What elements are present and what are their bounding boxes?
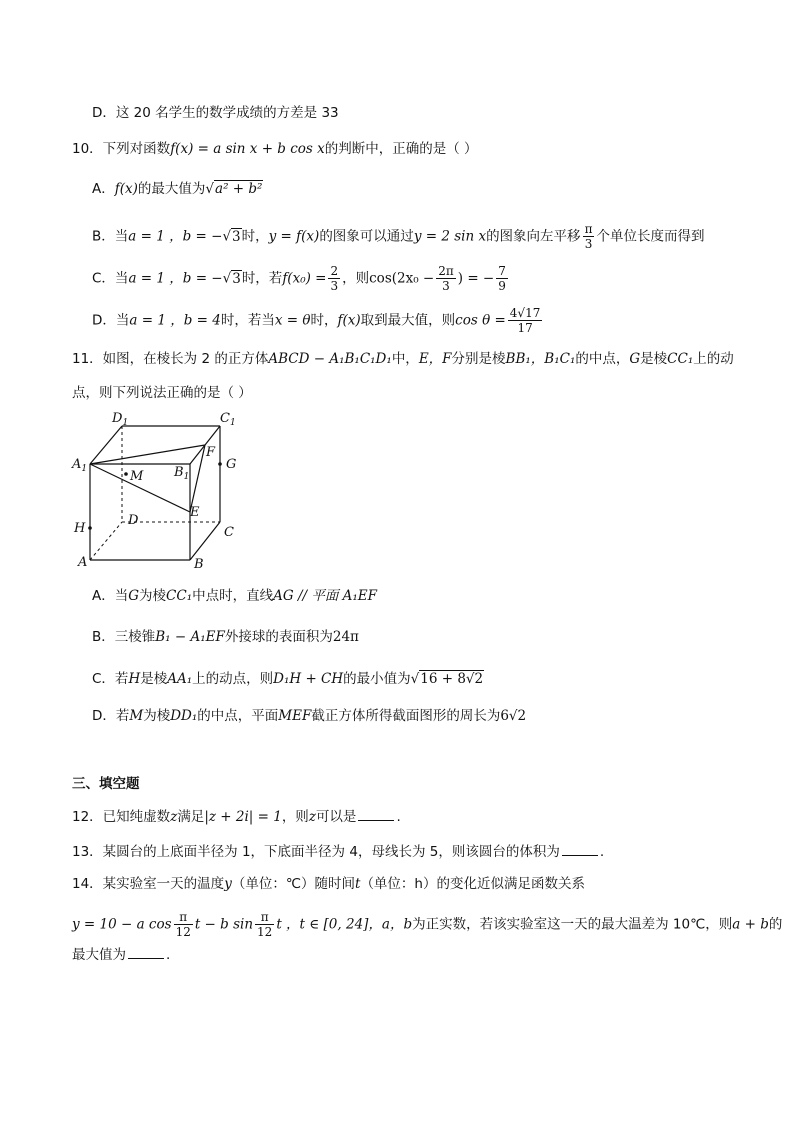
label-f: F: [206, 445, 216, 460]
q10-c-cos: cos(2x₀ −: [369, 270, 435, 287]
q10-d-x: x = θ: [274, 312, 311, 329]
q10-a-label: A．: [92, 181, 115, 197]
q14-y: y: [224, 876, 232, 892]
q14-l2rest: 为正实数，若该实验室这一天的最大温差为 10℃，则: [412, 916, 733, 933]
q12-answer-blank[interactable]: [358, 808, 394, 821]
q14-l2ab: ，a，b: [368, 916, 413, 933]
label-c: C: [224, 525, 234, 540]
q10-d-frac: $\frac{4√17}{17}$: [509, 306, 541, 335]
q11-a-c: 中点时，直线: [192, 588, 274, 604]
label-a: A: [78, 555, 88, 570]
q12-b: 满足: [177, 809, 205, 825]
q10-b-sqrt: √3: [222, 228, 241, 245]
q10-c-cond: a = 1 ，b = −: [128, 270, 223, 287]
q10-d-cos: cos θ =: [455, 312, 506, 329]
q12-z2: z: [308, 809, 316, 825]
q14-l3: 最大值为: [72, 947, 126, 963]
q10-option-b: [92, 222, 704, 251]
q11-bb: BB₁，B₁C₁: [505, 351, 576, 367]
q11-stem-line1: [72, 350, 734, 368]
label-g: G: [226, 457, 237, 472]
q14-l2sum: a + b: [732, 916, 769, 933]
q11-c-b: 是棱: [140, 671, 168, 687]
q12-e: .: [396, 809, 401, 825]
q10-c-pre: C．当: [92, 270, 129, 287]
cube-figure: [70, 408, 250, 573]
q14-t: t: [355, 876, 361, 892]
label-d1: $D_1$: [112, 411, 129, 428]
q10-stem-label: 10．下列对函数: [72, 141, 171, 157]
q14-l1: 14．某实验室一天的温度: [72, 876, 225, 892]
q11-c-a: C．若: [92, 671, 129, 687]
q13: [72, 843, 604, 861]
q10-b-func2: y = 2 sin x: [413, 228, 487, 245]
q10-c-frac1: $\frac{2}{3}$: [330, 264, 339, 293]
q12-c: ，则: [281, 809, 309, 825]
q10-stem-tail: 的判断中，正确的是（ ）: [324, 141, 478, 157]
q11-option-c: [92, 670, 484, 688]
q13-b: .: [599, 844, 605, 860]
q10-b-frac: $\frac{\pi}{3}$: [584, 222, 593, 251]
q11-d-dd: DD₁: [170, 708, 198, 724]
q14-frac2: $\frac{\pi}{12}$: [257, 910, 273, 939]
edge-a1d1: [90, 426, 122, 464]
q10-b-func: y = f(x): [268, 228, 320, 245]
q12-expr: |z + 2i| = 1: [204, 809, 282, 825]
q11-b-a: B．三棱锥: [92, 629, 156, 645]
point-h: [88, 526, 92, 530]
q11-cube-name: ABCD − A₁B₁C₁D₁: [268, 351, 392, 367]
q11-c-expr: D₁H + CH: [273, 671, 344, 687]
q14-l2t: t ，t ∈ [0, 24]: [276, 916, 369, 933]
q11-d-m: M: [129, 708, 144, 724]
q14-l2y: y = 10 − a cos: [72, 916, 172, 933]
q11-option-b: [92, 628, 359, 646]
q10-b-mid3: 的图象向左平移: [486, 228, 581, 245]
q11-c-d: 的最小值为: [343, 671, 411, 687]
q11-d-b: 为棱: [143, 708, 171, 724]
q11-stem-line2: 点，则下列说法正确的是（ ）: [72, 385, 252, 401]
q11-option-d: [92, 707, 526, 725]
label-b1: $B_1$: [174, 465, 190, 482]
q11-d-a: D．若: [92, 708, 130, 724]
q11-c-aa: AA₁: [167, 671, 193, 687]
q11-ef: E，F: [418, 351, 452, 367]
q10-c-frac2: $\frac{2\pi}{3}$: [438, 264, 454, 293]
q14-l1b: （单位：℃）随时间: [231, 876, 355, 892]
q14-answer-blank[interactable]: [128, 946, 164, 959]
q10-b-cond: a = 1 ，b = −: [128, 228, 223, 245]
q10-c-frac3: $\frac{7}{9}$: [498, 264, 506, 293]
q10-option-c: [92, 264, 510, 293]
q10-a-sqrt: √a² + b²: [205, 181, 263, 197]
q14-l1c: （单位：h）的变化近似满足函数关系: [360, 876, 585, 892]
line-a1f: [90, 445, 205, 464]
q10-d-mid3: 取到最大值，则: [360, 312, 456, 329]
q12: [72, 808, 401, 826]
q11-g: G: [629, 351, 641, 367]
q11-s1a: 11．如图，在棱长为 2 的正方体: [72, 351, 269, 367]
q14-l2end: 的: [768, 916, 783, 933]
q10-d-mid: 时，若当: [220, 312, 275, 329]
q11-b-pyr: B₁ − A₁EF: [155, 629, 225, 645]
label-c1: $C_1$: [220, 411, 236, 428]
q10-b-mid2: 的图象可以通过: [319, 228, 414, 245]
q10-c-mid2: ，则: [342, 270, 370, 287]
section-fill-blank-title: 三、填空题: [72, 776, 140, 792]
q11-a-ag: AG // 平面 A₁EF: [273, 588, 378, 604]
q10-d-cond: a = 1 ，b = 4: [129, 312, 221, 329]
q10-c-mid: 时，若: [241, 270, 283, 287]
q11-a-b: 为棱: [139, 588, 167, 604]
q11-d-mef: MEF: [278, 708, 312, 724]
q11-b-b: 外接球的表面积为: [224, 629, 333, 645]
q11-a-cc: CC₁: [166, 588, 193, 604]
q14-l3end: .: [166, 947, 171, 963]
q14-line2: [72, 910, 782, 939]
q12-d: 可以是: [315, 809, 357, 825]
q11-s1c: 分别是棱: [451, 351, 506, 367]
q14-line3: [72, 946, 170, 964]
q10-b-pre: B．当: [92, 228, 129, 245]
label-h: H: [74, 521, 86, 536]
label-b: B: [194, 557, 204, 572]
q11-a-g: G: [128, 588, 140, 604]
label-m: M: [130, 469, 144, 484]
point-g: [218, 462, 222, 466]
q10-c-func: f(x₀) =: [282, 270, 327, 287]
q10-b-tail: 个单位长度而得到: [596, 228, 705, 245]
q11-c-h: H: [128, 671, 141, 687]
q10-c-sqrt: √3: [222, 270, 241, 287]
hidden-ad: [90, 522, 122, 560]
q11-d-d: 截正方体所得截面图形的周长为: [311, 708, 501, 724]
q10-d-mid2: 时，: [310, 312, 338, 329]
q10-a-text: 的最大值为: [137, 181, 206, 197]
q10-stem: [72, 140, 478, 158]
q13-a: 13．某圆台的上底面半径为 1，下底面半径为 4，母线长为 5，则该圆台的体积为: [72, 844, 560, 860]
edge-bc: [190, 522, 220, 560]
q11-d-val: 6√2: [500, 708, 527, 724]
q10-option-d: [92, 306, 544, 335]
q12-z: z: [170, 809, 178, 825]
q11-s1d: 的中点，: [575, 351, 630, 367]
q10-function: f(x) = a sin x + b cos x: [170, 141, 325, 157]
q11-c-c: 上的动点，则: [192, 671, 274, 687]
q10-d-func: f(x): [337, 312, 361, 329]
q11-b-val: 24π: [332, 629, 359, 645]
q11-option-a: [92, 587, 377, 605]
q11-s1b: 中，: [391, 351, 419, 367]
q14-l2mid: t − b sin: [194, 916, 254, 933]
q14-line1: [72, 875, 585, 893]
q12-a: 12．已知纯虚数: [72, 809, 171, 825]
q10-a-func: f(x): [114, 181, 138, 197]
label-a1: $A_1$: [72, 457, 88, 474]
q10-d-pre: D．当: [92, 312, 130, 329]
label-d: D: [128, 513, 139, 528]
q10-c-eq: ) = −: [457, 270, 495, 287]
q11-s1f: 上的动: [693, 351, 734, 367]
q10-option-a: [92, 180, 263, 198]
point-m: [124, 472, 128, 476]
q9-option-d: D．这 20 名学生的数学成绩的方差是 33: [92, 105, 339, 121]
q14-frac1: $\frac{\pi}{12}$: [175, 910, 191, 939]
q11-c-sqrt: √16 + 8√2: [410, 671, 484, 687]
q11-a-a: A．当: [92, 588, 129, 604]
q13-answer-blank[interactable]: [562, 843, 598, 856]
q11-d-c: 的中点，平面: [197, 708, 279, 724]
q10-b-mid: 时，: [241, 228, 269, 245]
q11-s1e: 是棱: [640, 351, 668, 367]
label-e: E: [190, 505, 200, 520]
q11-cc: CC₁: [667, 351, 694, 367]
